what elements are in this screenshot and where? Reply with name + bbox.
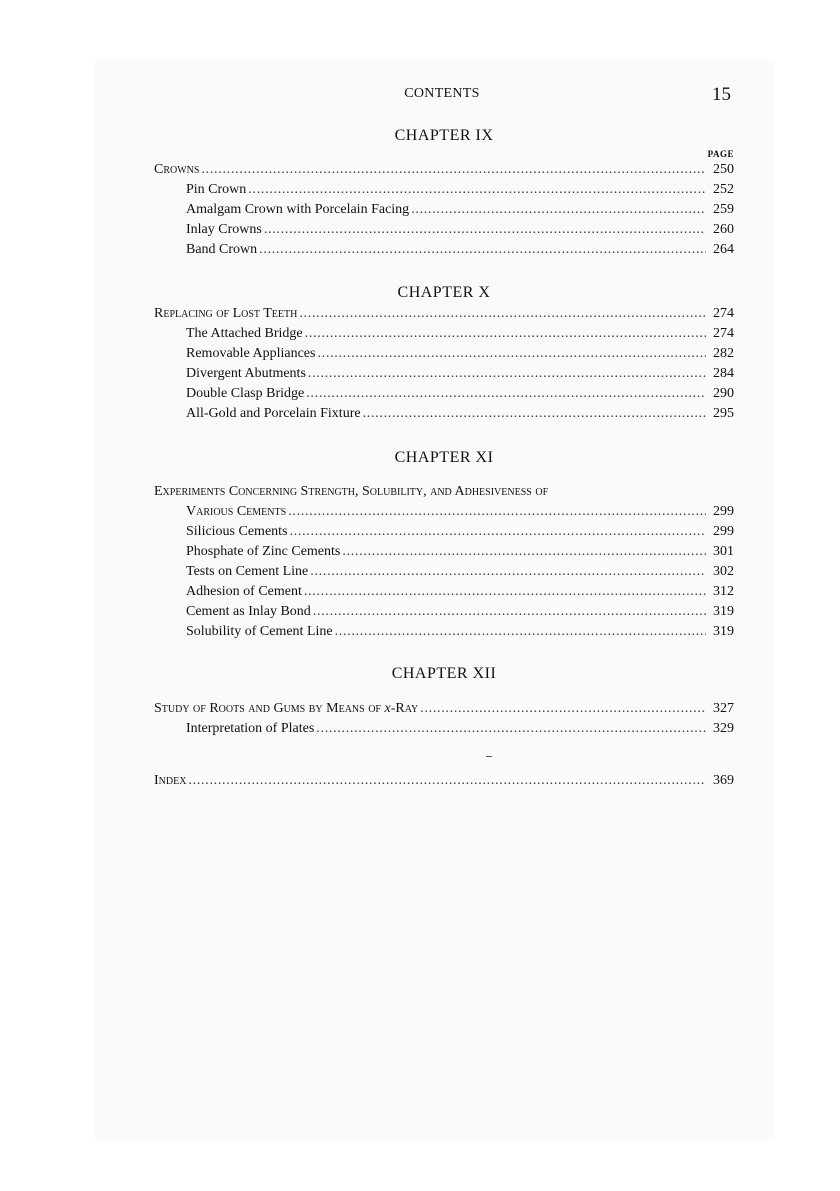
toc-entry-cement-inlay-bond[interactable] (186, 602, 734, 622)
entry-page: 302 (713, 564, 734, 579)
entry-title: Cement as Inlay Bond (186, 604, 311, 619)
entry-page: 369 (713, 773, 734, 788)
entry-title: Various Cements (186, 504, 287, 519)
entry-title-part: -Ray (390, 701, 419, 716)
dot-leader (259, 240, 706, 260)
chapter-heading-ix: CHAPTER IX (394, 127, 494, 144)
entry-title: Solubility of Cement Line (186, 624, 333, 639)
dot-leader (342, 542, 706, 562)
dot-leader (310, 562, 706, 582)
page-number: 15 (712, 84, 731, 105)
toc-entry-replacing-lost-teeth[interactable] (154, 304, 734, 324)
entry-title: Interpretation of Plates (186, 721, 315, 736)
dot-leader (363, 404, 706, 424)
dot-leader (317, 344, 706, 364)
entry-title: Adhesion of Cement (186, 584, 302, 599)
entry-page: 284 (713, 366, 734, 381)
toc-entry-crowns[interactable] (154, 160, 734, 180)
dot-leader (316, 719, 706, 739)
entry-title: Amalgam Crown with Porcelain Facing (186, 202, 410, 217)
running-title: CONTENTS (404, 86, 480, 101)
entry-title-italic: x (384, 701, 391, 716)
entry-title: Pin Crown (186, 182, 247, 197)
entry-page: 274 (713, 306, 734, 321)
entry-title (154, 699, 418, 719)
dot-leader (306, 384, 706, 404)
entry-title-part: Study of Roots and Gums by Means of (154, 701, 385, 716)
entry-page: 319 (713, 604, 734, 619)
entry-page: 312 (713, 584, 734, 599)
dot-leader (420, 699, 706, 719)
entry-page: 290 (713, 386, 734, 401)
page-column-label: PAGE (707, 149, 734, 159)
entry-page: 295 (713, 406, 734, 421)
dot-leader (335, 622, 706, 642)
dot-leader (248, 180, 706, 200)
toc-entry-all-gold-porcelain-fixture[interactable] (186, 404, 734, 424)
toc-entry-silicious-cements[interactable] (186, 522, 734, 542)
entry-page: 327 (713, 701, 734, 716)
entry-page: 259 (713, 202, 734, 217)
dot-leader (201, 160, 706, 180)
entry-title: Removable Appliances (186, 346, 316, 361)
entry-title: Phosphate of Zinc Cements (186, 544, 341, 559)
entry-title: Silicious Cements (186, 524, 288, 539)
dot-leader (288, 502, 706, 522)
dot-leader (299, 304, 706, 324)
toc-entry-amalgam-crown[interactable] (186, 200, 734, 220)
toc-entry-divergent-abutments[interactable] (186, 364, 734, 384)
entry-title: Replacing of Lost Teeth (154, 306, 298, 321)
entry-title: Divergent Abutments (186, 366, 306, 381)
toc-entry-inlay-crowns[interactable] (186, 220, 734, 240)
toc-entry-pin-crown[interactable] (186, 180, 734, 200)
entry-page: 274 (713, 326, 734, 341)
entry-title: Tests on Cement Line (186, 564, 309, 579)
entry-page: 319 (713, 624, 734, 639)
entry-page: 299 (713, 504, 734, 519)
toc-entry-band-crown[interactable] (186, 240, 734, 260)
entry-title: Inlay Crowns (186, 222, 262, 237)
toc-entry-removable-appliances[interactable] (186, 344, 734, 364)
dot-leader (305, 324, 706, 344)
entry-page: 264 (713, 242, 734, 257)
entry-title: Index (154, 773, 187, 788)
entry-title: Crowns (154, 162, 200, 177)
dot-leader (188, 771, 706, 791)
entry-title: Double Clasp Bridge (186, 386, 305, 401)
dot-leader (264, 220, 706, 240)
entry-page: 329 (713, 721, 734, 736)
dot-leader (313, 602, 706, 622)
toc-entry-tests-cement-line[interactable] (186, 562, 734, 582)
dot-leader (304, 582, 706, 602)
toc-entry-attached-bridge[interactable] (186, 324, 734, 344)
toc-entry-double-clasp-bridge[interactable] (186, 384, 734, 404)
toc-entry-solubility-cement-line[interactable] (186, 622, 734, 642)
chapter-heading-xii: CHAPTER XII (391, 665, 497, 682)
toc-entry-adhesion-of-cement[interactable] (186, 582, 734, 602)
chapter-heading-x: CHAPTER X (397, 284, 491, 301)
running-head (0, 86, 840, 106)
entry-page: 282 (713, 346, 734, 361)
chapter-heading-xi: CHAPTER XI (394, 449, 494, 466)
entry-page: 299 (713, 524, 734, 539)
toc-entry-experiments-line1[interactable]: Experiments Concerning Strength, Solubility, and Adhesiveness of (154, 484, 549, 499)
dot-leader (290, 522, 707, 542)
dot-leader (308, 364, 706, 384)
stray-mark (486, 756, 492, 757)
toc-entry-index[interactable] (154, 771, 734, 791)
entry-page: 250 (713, 162, 734, 177)
entry-page: 252 (713, 182, 734, 197)
toc-entry-roots-gums-xray[interactable] (154, 699, 734, 719)
entry-title: The Attached Bridge (186, 326, 303, 341)
toc-entry-phosphate-zinc-cements[interactable] (186, 542, 734, 562)
entry-title: All-Gold and Porcelain Fixture (186, 406, 361, 421)
dot-leader (411, 200, 706, 220)
toc-entry-interpretation-plates[interactable] (186, 719, 734, 739)
entry-title: Band Crown (186, 242, 258, 257)
entry-page: 260 (713, 222, 734, 237)
toc-entry-experiments[interactable] (186, 502, 734, 522)
entry-page: 301 (713, 544, 734, 559)
